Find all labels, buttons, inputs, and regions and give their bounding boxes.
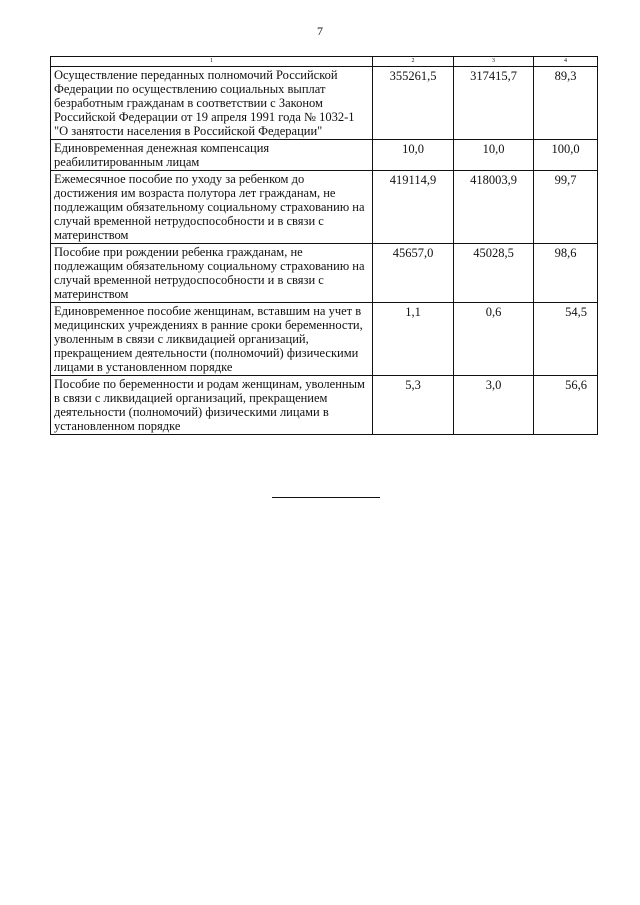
row-actual-value: 0,6 bbox=[454, 303, 534, 376]
table-row bbox=[51, 244, 598, 303]
row-actual-value: 45028,5 bbox=[454, 244, 534, 303]
row-percent-value: 89,3 bbox=[534, 67, 598, 140]
row-actual-value: 418003,9 bbox=[454, 171, 534, 244]
column-number-4: 4 bbox=[534, 57, 598, 67]
row-plan-value: 419114,9 bbox=[373, 171, 454, 244]
column-number-row bbox=[51, 57, 598, 67]
row-name: Пособие по беременности и родам женщинам, уволенным в связи с ликвидацией организаций, прекращением деятельности (полномочий) физическими лицами в установленном порядке bbox=[51, 376, 373, 435]
row-name: Единовременная денежная компенсация реабилитированным лицам bbox=[51, 140, 373, 171]
row-name: Осуществление переданных полномочий Российской Федерации по осуществлению социальных выплат безработным гражданам в соответствии с Законом Российской Федерации от 19 апреля 1991 года № 1032-1 "О занятости населения в Российской Федерации" bbox=[51, 67, 373, 140]
row-name: Единовременное пособие женщинам, вставшим на учет в медицинских учреждениях в ранние сроки беременности, уволенным в связи с ликвидацией организаций, прекращением деятельности (полномочий) физическими лицами в установленном порядке bbox=[51, 303, 373, 376]
column-number-2: 2 bbox=[373, 57, 454, 67]
table-row bbox=[51, 171, 598, 244]
row-name: Пособие при рождении ребенка гражданам, не подлежащим обязательному социальному страхованию на случай временной нетрудоспособности и в связи с материнством bbox=[51, 244, 373, 303]
row-percent-value: 54,5 bbox=[534, 303, 598, 376]
row-plan-value: 10,0 bbox=[373, 140, 454, 171]
row-name: Ежемесячное пособие по уходу за ребенком до достижения им возраста полутора лет гражданам, не подлежащим обязательному социальному страхованию на случай временной нетрудоспособности и в связи с материнством bbox=[51, 171, 373, 244]
column-number-3: 3 bbox=[454, 57, 534, 67]
column-number-1: 1 bbox=[51, 57, 373, 67]
row-plan-value: 45657,0 bbox=[373, 244, 454, 303]
end-of-document-line bbox=[272, 497, 380, 498]
row-percent-value: 100,0 bbox=[534, 140, 598, 171]
table-row bbox=[51, 376, 598, 435]
table-row bbox=[51, 67, 598, 140]
page-number: 7 bbox=[317, 24, 323, 38]
row-plan-value: 355261,5 bbox=[373, 67, 454, 140]
row-percent-value: 98,6 bbox=[534, 244, 598, 303]
row-percent-value: 56,6 bbox=[534, 376, 598, 435]
row-actual-value: 10,0 bbox=[454, 140, 534, 171]
row-actual-value: 3,0 bbox=[454, 376, 534, 435]
row-actual-value: 317415,7 bbox=[454, 67, 534, 140]
row-plan-value: 1,1 bbox=[373, 303, 454, 376]
table-row bbox=[51, 140, 598, 171]
row-percent-value: 99,7 bbox=[534, 171, 598, 244]
row-plan-value: 5,3 bbox=[373, 376, 454, 435]
budget-execution-table bbox=[50, 56, 598, 435]
table-row bbox=[51, 303, 598, 376]
